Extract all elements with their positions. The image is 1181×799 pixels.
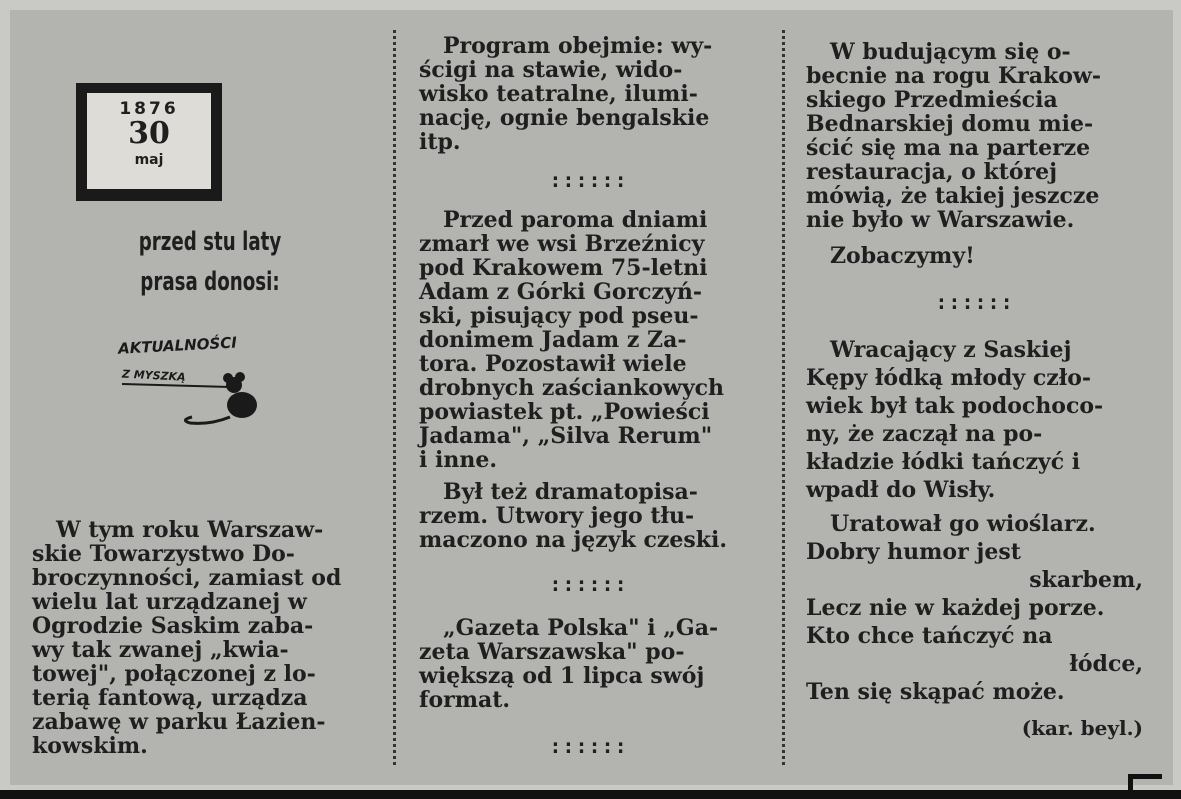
column-2 <box>419 34 758 758</box>
col2-line: powiastek pt. „Powieści <box>419 399 710 425</box>
col2-line: Program obejmie: wy- <box>443 33 713 59</box>
col3-line: restauracja, o której <box>806 159 1058 185</box>
separator: :::::: <box>549 168 628 192</box>
col2-line: nację, ognie bengalskie <box>419 105 710 131</box>
date-month: maj <box>134 152 164 168</box>
col1-line: zabawę w parku Łazien- <box>32 709 326 735</box>
col2-line: większą od 1 lipca swój <box>419 663 705 689</box>
poem-line: Lecz nie w każdej porze. <box>806 595 1105 621</box>
col1-line: Ogrodzie Saskim zaba- <box>32 613 314 639</box>
col3-line: ścić się ma na parterze <box>806 135 1091 161</box>
heading-line-2: prasa donosi: <box>140 267 280 297</box>
col3-line: wpadł do Wisły. <box>806 477 996 503</box>
col2-line: Adam z Górki Gorczyń- <box>419 279 702 305</box>
col1-line: wy tak zwanej „kwia- <box>32 637 289 663</box>
col2-line: wisko teatralne, ilumi- <box>419 81 698 107</box>
poem-line: łódce, <box>1069 651 1143 677</box>
column-3 <box>806 40 1143 740</box>
col3-line: wiek był tak podochoco- <box>806 393 1104 419</box>
col2-line: rzem. Utwory jego tłu- <box>419 503 695 529</box>
col3-line: Wracający z Saskiej <box>830 337 1072 363</box>
col2-line: i inne. <box>419 447 498 473</box>
col3-line: Dobry humor jest <box>806 539 1021 565</box>
date-box-inner <box>87 93 211 189</box>
col2-line: Jadama", „Silva Rerum" <box>419 423 713 449</box>
date-box <box>76 83 222 201</box>
col2-line: ścigi na stawie, wido- <box>419 57 683 83</box>
col2-line: drobnych zaściankowych <box>419 375 725 401</box>
date-day: 30 <box>128 116 170 151</box>
col2-line: Był też dramatopisa- <box>443 479 698 505</box>
date-year: 1876 <box>119 99 179 119</box>
col1-line: wielu lat urządzanej w <box>32 589 307 615</box>
col3-line: mówią, że takiej jeszcze <box>806 183 1100 209</box>
col2-line: maczono na język czeski. <box>419 527 727 553</box>
col1-line: broczynności, zamiast od <box>32 565 342 591</box>
col1-line: terią fantową, urządza <box>32 685 308 711</box>
col1-line: kowskim. <box>32 733 148 759</box>
col2-line: Przed paroma dniami <box>443 207 708 233</box>
column-divider-2 <box>782 30 785 765</box>
col3-line: nie było w Warszawie. <box>806 207 1075 233</box>
col3-line: kładzie łódki tańczyć i <box>806 449 1081 475</box>
logo-text-2: Z MYSZKĄ <box>121 367 186 384</box>
separator: :::::: <box>935 290 1014 314</box>
col2-line: „Gazeta Polska" i „Ga- <box>443 615 719 641</box>
col2-line: donimem Jadam z Za- <box>419 327 687 353</box>
mouse-logo <box>110 325 280 440</box>
col3-line: Uratował go wioślarz. <box>830 511 1096 537</box>
separator: :::::: <box>549 734 628 758</box>
heading-line-1: przed stu laty <box>138 227 282 257</box>
col3-line: Kępy łódką młody czło- <box>806 365 1092 391</box>
col3-line: becnie na rogu Krakow- <box>806 63 1101 89</box>
col2-line: itp. <box>419 129 461 155</box>
col2-line: format. <box>419 687 511 713</box>
corner-mark <box>1128 774 1162 799</box>
col3-line: skiego Przedmieścia <box>806 87 1058 113</box>
poem-line: Kto chce tańczyć na <box>806 623 1053 649</box>
col2-line: zmarł we wsi Brzeźnicy <box>419 231 705 257</box>
col3-line: W budującym się o- <box>830 39 1071 65</box>
poem-line: Ten się skąpać może. <box>806 679 1065 705</box>
separator: :::::: <box>549 572 628 596</box>
column-1 <box>32 518 365 758</box>
column-divider-1 <box>393 30 396 765</box>
logo-text-1: AKTUALNOŚCI <box>117 333 238 358</box>
col2-line: zeta Warszawska" po- <box>419 639 685 665</box>
col3-line: Bednarskiej domu mie- <box>806 111 1094 137</box>
signature: (kar. beyl.) <box>1021 716 1143 740</box>
col2-line: ski, pisujący pod pseu- <box>419 303 699 329</box>
col2-line: pod Krakowem 75-letni <box>419 255 708 281</box>
col1-line: W tym roku Warszaw- <box>56 517 324 543</box>
col1-line: skie Towarzystwo Do- <box>32 541 295 567</box>
col3-line: Zobaczymy! <box>830 243 975 269</box>
col1-line: towej", połączonej z lo- <box>32 661 316 687</box>
col3-line: ny, że zaczął na po- <box>806 421 1043 447</box>
bottom-border <box>0 790 1181 799</box>
col2-line: tora. Pozostawił wiele <box>419 351 687 377</box>
poem-line: skarbem, <box>1029 567 1143 593</box>
